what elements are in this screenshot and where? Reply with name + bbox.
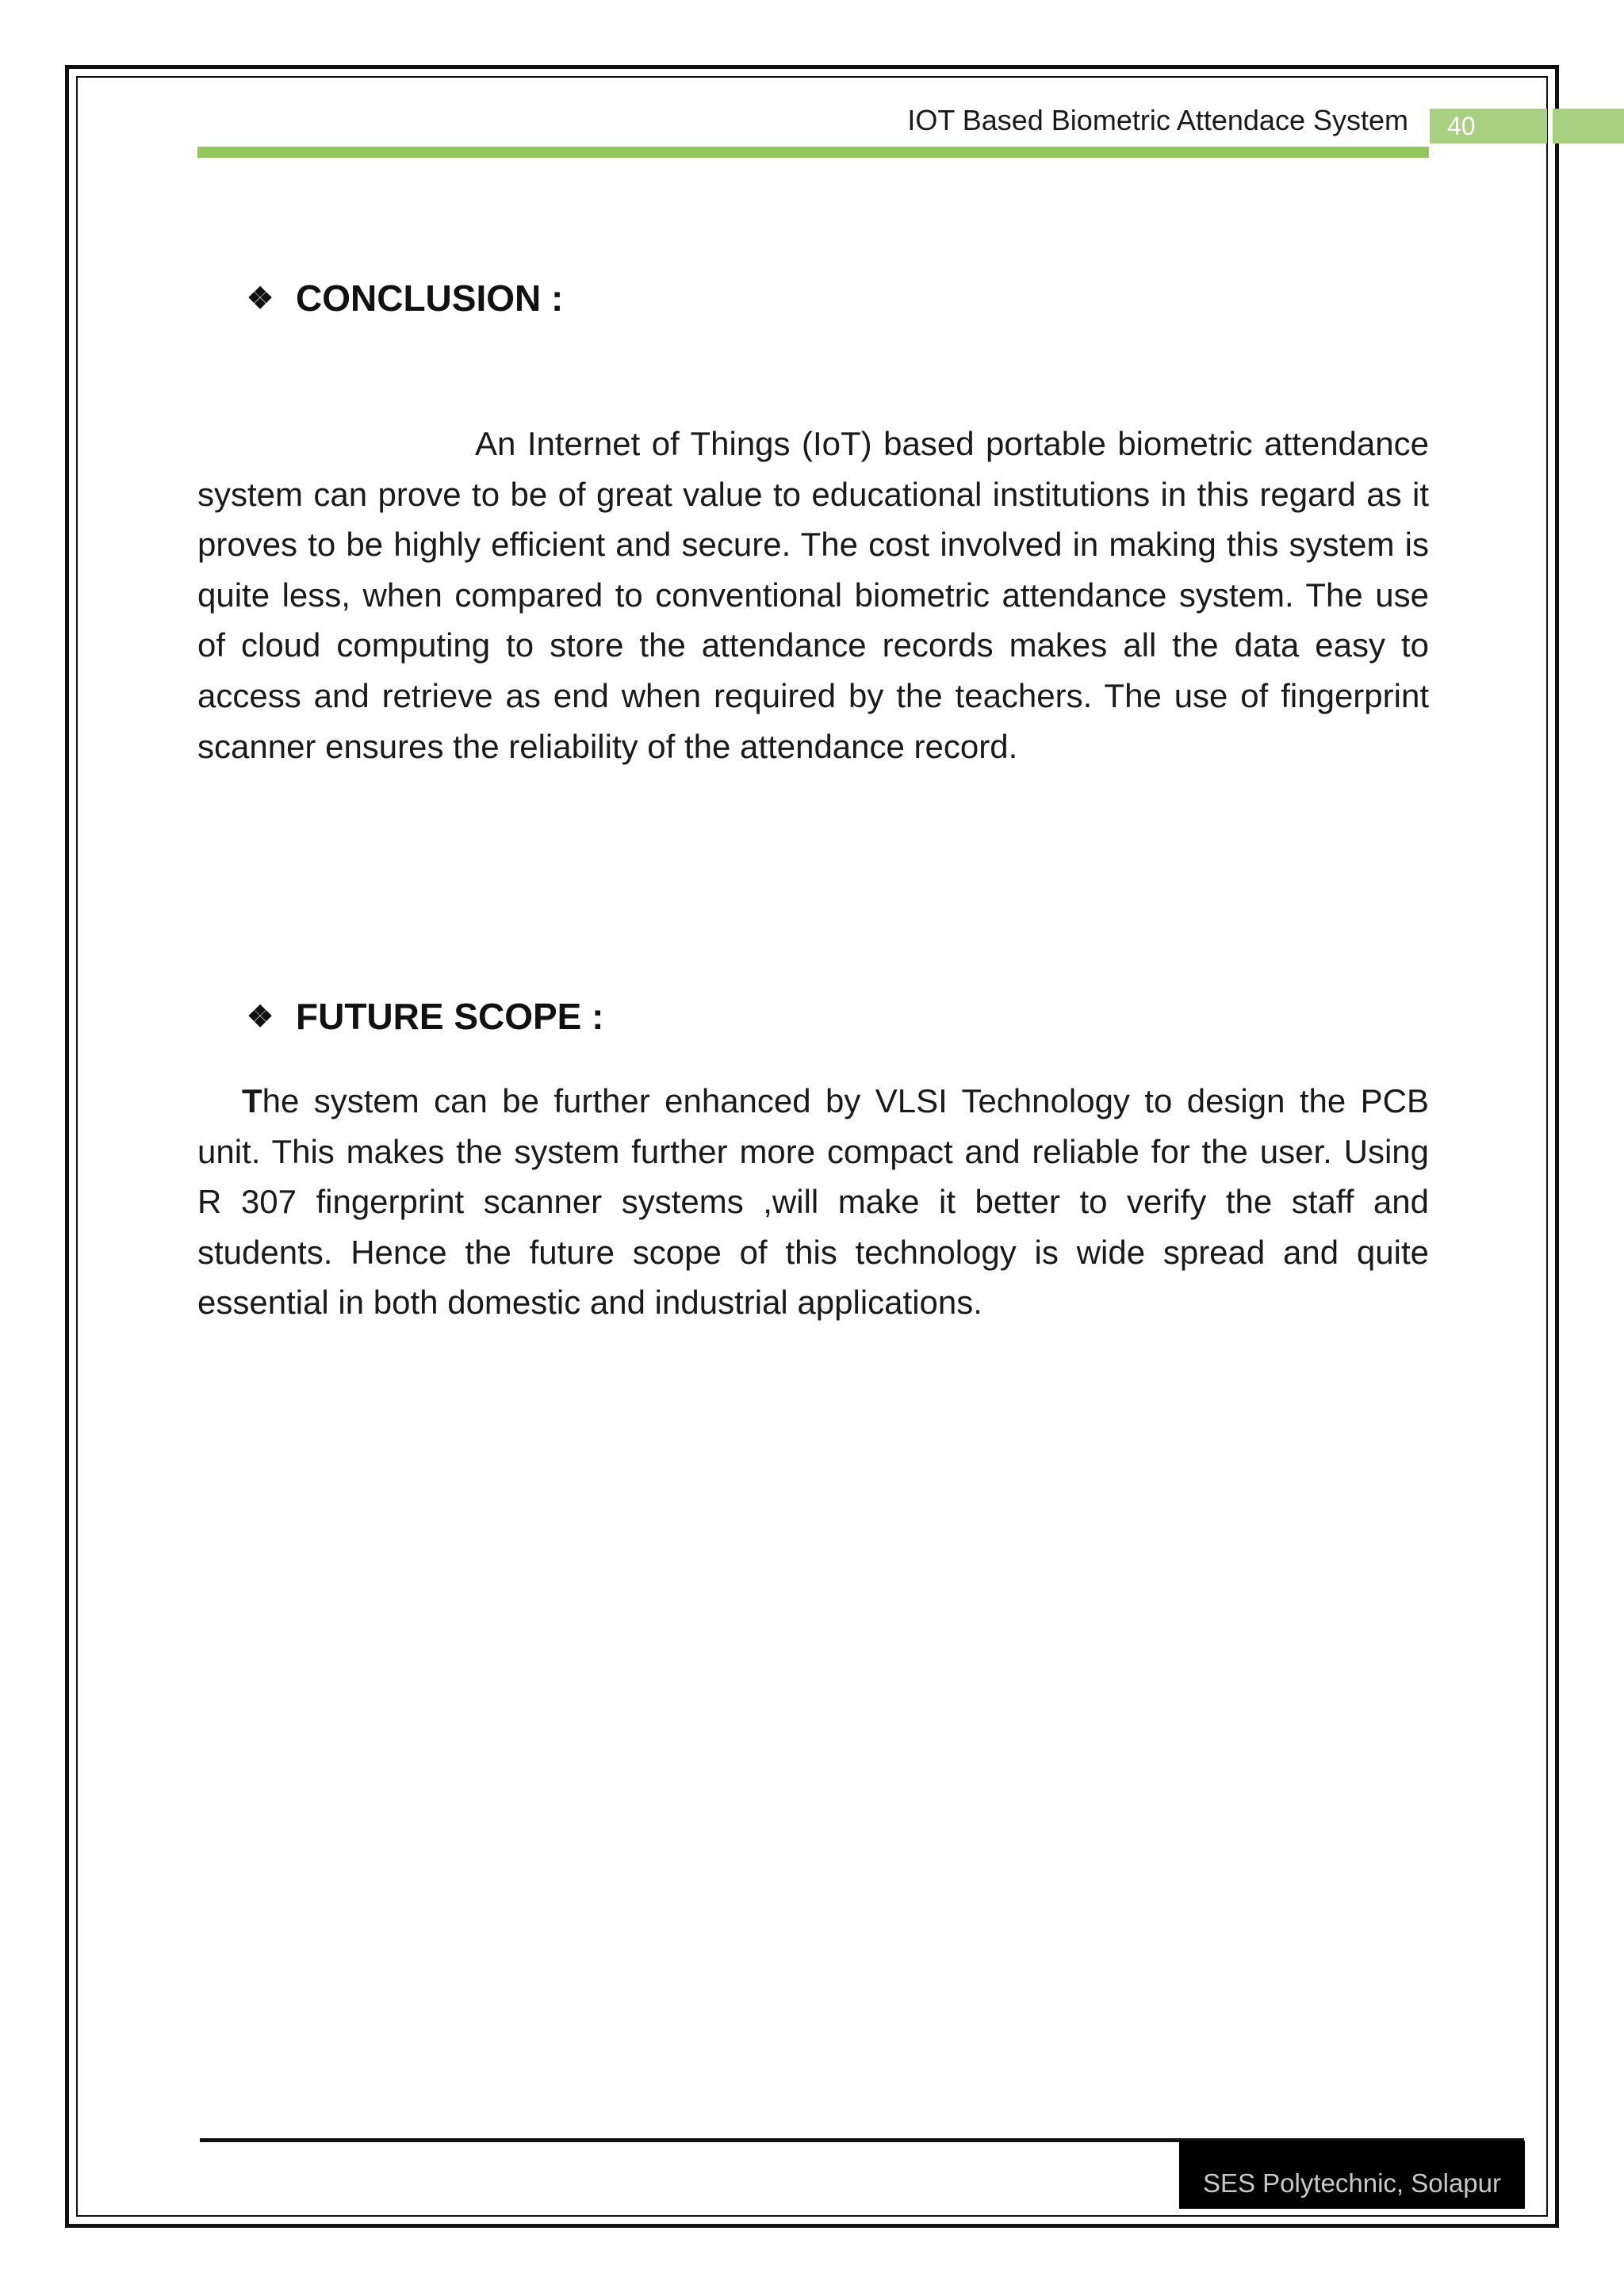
drop-letter: T xyxy=(242,1082,262,1119)
future-scope-paragraph xyxy=(197,1076,1429,1328)
future-scope-heading xyxy=(247,993,603,1041)
diamond-bullet-icon: ❖ xyxy=(247,282,274,316)
conclusion-heading-text: CONCLUSION : xyxy=(296,277,564,319)
footer-box xyxy=(1179,2141,1525,2209)
future-scope-heading-text: FUTURE SCOPE : xyxy=(296,996,604,1037)
diamond-bullet-icon: ❖ xyxy=(247,1001,274,1034)
footer-institution: SES Polytechnic, Solapur xyxy=(1202,2168,1501,2198)
header-title: IOT Based Biometric Attendace System xyxy=(907,104,1408,136)
header-rule xyxy=(197,147,1429,158)
future-scope-paragraph-text: he system can be further enhanced by VLSI Technology to design the PCB unit. This makes the system further more compact and reliable for the user. Using R 307 fingerprint scanner systems ,will make it better to verify the staff and students. Hence the future scope of this technology is wide spread and quite essential in both domestic and industrial applications. xyxy=(197,1082,1429,1322)
conclusion-heading xyxy=(247,274,563,323)
page-number: 40 xyxy=(1430,109,1547,144)
conclusion-paragraph: An Internet of Things (IoT) based portable biometric attendance system can prove to be of great value to educational institutions in this regard as it proves to be highly efficient and secure. The cost involved in making this system is quite less, when compared to conventional biometric attendance system. The use of cloud computing to store the attendance records makes all the data easy to access and retrieve as end when required by the teachers. The use of fingerprint scanner ensures the reliability of the attendance record. xyxy=(197,425,1429,765)
page-tab-decoration xyxy=(1553,109,1624,144)
